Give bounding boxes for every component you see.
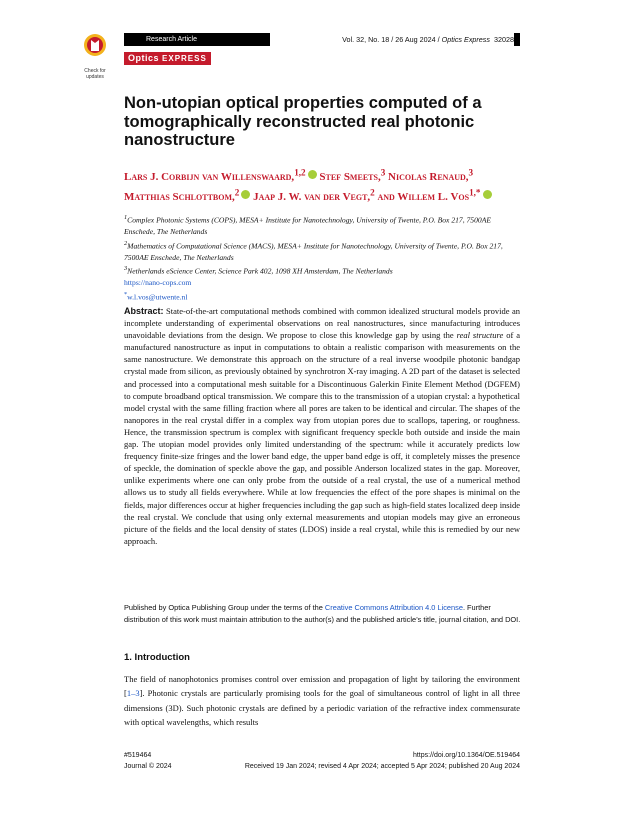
journal-logo-word1: Optics xyxy=(128,53,160,63)
orcid-icon[interactable] xyxy=(483,190,492,199)
affiliations xyxy=(124,212,520,303)
abstract-text-2: of a manufactured nanostructure as input in computations to obtain a realistic comparison with measurements on the same nanostructure. We demonstrate this approach on the structure of a real inverse woodpile photonic bandgap crystal made from silicon, as previously obtained by synchrotron X-ray imaging. A 2D part of the dataset is selected and processed into a computational mesh suitable for a Discontinuous Galerkin Finite Element Method (DGFEM) to compute broadband optical transmission. We compare this to the transmission of a utopian crystal: a hypothetical model crystal with the same filling fraction where all pores are taken to be identical and circular. The shapes of the nanopores in the real crystal differ in a complex way from utopian pores due to scallops, tapering, or roughness. Hence, the transmission spectrum is complex with significant frequency speckle both outside and inside the main gap. The utopian model provides only limited understanding of the spectrum: while it accurately predicts low frequency finite-size fringes and the lower band edge, the upper band edge is off, it completely misses the presence of speckle, the domination of speckle above the gap, and possible Anderson localized states in the gap. Moreover, unlike experiments where one can only probe from the outside of a real crystal, the use of a numerical method allows us to study all fields everywhere. While at low frequencies the effect of the pore shapes is minimal on the fields, major differences occur at higher frequencies including the gap such as high-field states localized deep inside the real crystal. We conclude that using only external measurements and utopian models may give an erroneous picture of the fields and the local density of states (LDOS) inside a real crystal, while this is remedied by our new approach. xyxy=(124,330,520,546)
page-number: 32028 xyxy=(494,35,514,44)
article-type-label: Research Article xyxy=(146,36,197,43)
intro-paragraph: The field of nanophotonics promises control over emission and propagation of light by tailoring the environment [1–3]. Photonic crystals are particularly promising tools for the goal of simultaneous control of light in all three dimensions (3D). Such photonic crystals are defined by a periodic variation of the refractive index commensurate with optical wavelengths, which results xyxy=(124,674,520,728)
email-link[interactable]: *w.l.vos@utwente.nl xyxy=(124,290,188,302)
author: Stef Smeets,$^3$ xyxy=(319,167,386,183)
author-list xyxy=(124,164,520,205)
author: Nicolas Renaud,$^3$ xyxy=(388,167,474,183)
citation-link[interactable]: 1–3 xyxy=(126,688,140,699)
abstract-label: Abstract: xyxy=(124,306,164,316)
doi-link[interactable]: https://doi.org/10.1364/OE.519464 xyxy=(412,752,520,759)
paper-title: Non-utopian optical properties computed of a tomographically reconstructed real photonic nanostructure xyxy=(124,94,482,149)
running-header xyxy=(270,33,514,46)
license-statement: Published by Optica Publishing Group under the terms of the Creative Commons Attribution 4.0 License. Further distribution of this work must maintain attribution to the author(s) and the published article’s title, journal citation, and DOI. xyxy=(124,603,521,625)
publication-dates: Received 19 Jan 2024; revised 4 Apr 2024; accepted 5 Apr 2024; published 20 Aug 2024 xyxy=(244,763,520,770)
license-link[interactable]: Creative Commons Attribution 4.0 License xyxy=(324,603,463,612)
section-heading: 1. Introduction xyxy=(124,652,190,663)
affiliation: $^1$Complex Photonic Systems (COPS), MESA+ Institute for Nanotechnology, University of Twente, P.O. Box 217, 7500AE Enschede, The Netherlands xyxy=(124,214,491,237)
journal-logo-word2: EXPRESS xyxy=(162,54,207,63)
update-ribbon-icon xyxy=(80,32,110,64)
author: Lars J. Corbijn van Willenswaard,$^{1,2}$ xyxy=(124,171,317,183)
author: Matthias Schlottbom,$^2$ xyxy=(124,191,250,203)
page-footer xyxy=(124,750,520,772)
badge-label: Check for updates xyxy=(84,68,106,80)
author: Jaap J. W. van der Vegt,$^2$ xyxy=(253,187,375,204)
affiliation: $^3$Netherlands eScience Center, Science Park 402, 1098 XH Amsterdam, The Netherlands xyxy=(124,265,393,276)
abstract-italic: real structure xyxy=(456,330,504,341)
citation-text: Vol. 32, No. 18 / 26 Aug 2024 / xyxy=(342,35,442,44)
article-id: #519464 xyxy=(124,752,152,759)
abstract xyxy=(124,305,520,547)
check-for-updates-badge[interactable] xyxy=(80,32,110,80)
abstract-text-1: State-of-the-art computational methods combined with common idealized structural models provide an incomplete understanding of experimental observations on real nanostructures, since manufacturing introduces unavoidable deviations from the design. We propose to close this knowledge gap by using the xyxy=(124,306,520,341)
journal-logo xyxy=(124,52,211,65)
author: and Willem L. Vos$^{1,*}$ xyxy=(378,191,492,203)
copyright: Journal © 2024 xyxy=(124,763,172,770)
journal-name: Optics Express xyxy=(441,35,490,44)
orcid-icon[interactable] xyxy=(308,170,317,179)
affiliation: $^2$Mathematics of Computational Science (MACS), MESA+ Institute for Nanotechnology, University of Twente, P.O. Box 217, 7500AE Enschede, The Netherlands xyxy=(124,239,503,262)
website-link[interactable]: https://nano-cops.com xyxy=(124,278,192,288)
orcid-icon[interactable] xyxy=(241,190,250,199)
